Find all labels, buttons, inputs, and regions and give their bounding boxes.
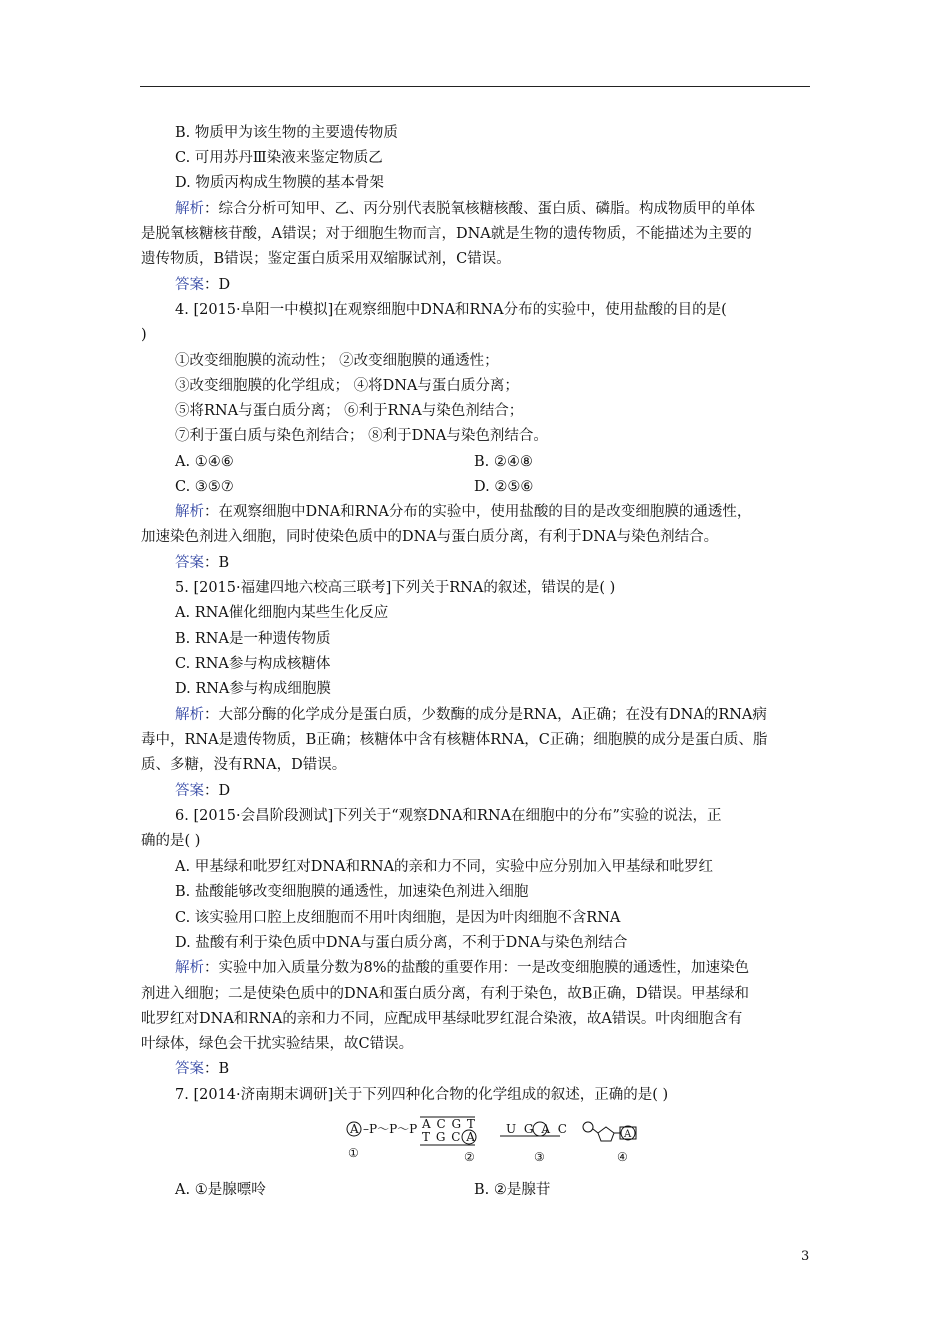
answer-label: 解析 [175, 960, 204, 976]
answer-label: 答案 [175, 783, 204, 799]
page-number: 3 [801, 1249, 810, 1264]
line-text: B. RNA是一种遗传物质 [175, 631, 331, 647]
text-line [141, 527, 718, 547]
text-line [175, 477, 234, 497]
text-line [175, 199, 755, 219]
line-text: 是脱氧核糖核苷酸，A错误；对于细胞生物而言，DNA就是生物的遗传物质，不能描述为主要的 [141, 226, 752, 242]
text-line [141, 1034, 413, 1054]
text-line [175, 123, 398, 143]
header-rule [140, 86, 810, 87]
line-text: ⑤将RNA与蛋白质分离； ⑥利于RNA与染色剂结合； [175, 403, 524, 419]
line-text: ：D [204, 277, 231, 293]
line-text: B. 盐酸能够改变细胞膜的通透性，加速染色剂进入细胞 [175, 884, 529, 900]
line-text: ①改变细胞膜的流动性； ②改变细胞膜的通透性； [175, 353, 499, 369]
text-line [175, 781, 230, 801]
line-text: ：B [204, 1061, 230, 1077]
line-text: D. RNA参与构成细胞膜 [175, 681, 331, 697]
text-line [175, 275, 230, 295]
line-text: 确的是( ) [141, 833, 201, 849]
text-line [175, 908, 620, 928]
text-line [175, 679, 331, 699]
text-line [141, 224, 752, 244]
text-line [175, 300, 727, 320]
option-text: D. ②⑤⑥ [474, 479, 534, 495]
line-text: 吡罗红对DNA和RNA的亲和力不同，应配成甲基绿吡罗红混合染液，故A错误。叶肉细胞含有 [141, 1011, 743, 1027]
line-text: B. 物质甲为该生物的主要遗传物质 [175, 125, 398, 141]
line-text: ) [141, 327, 147, 343]
rna-strand: U G A C [506, 1122, 569, 1136]
line-text: C. ③⑤⑦ [175, 479, 234, 495]
phosphate-circle [583, 1122, 593, 1132]
line-text: C. 可用苏丹Ⅲ染液来鉴定物质乙 [175, 150, 383, 166]
figure-label-2: ② [464, 1150, 475, 1164]
text-line [141, 249, 511, 269]
text-line [175, 578, 615, 598]
line-text: ：综合分析可知甲、乙、丙分别代表脱氧核糖核酸、蛋白质、磷脂。构成物质甲的单体 [204, 201, 755, 217]
line-text: 5. [2015·福建四地六校高三联考]下列关于RNA的叙述，错误的是( ) [175, 580, 616, 596]
line-text: 遗传物质，B错误；鉴定蛋白质采用双缩脲试剂，C错误。 [141, 251, 511, 267]
text-line [175, 553, 229, 573]
line-text: 7. [2014·济南期末调研]关于下列四种化合物的化学组成的叙述，正确的是( ) [175, 1087, 669, 1103]
text-line [175, 806, 721, 826]
text-line [175, 882, 528, 902]
sugar-pentagon [598, 1127, 614, 1141]
text-line [175, 603, 388, 623]
line-text: A. RNA催化细胞内某些生化反应 [175, 605, 389, 621]
line-text: 4. [2015·阜阳一中模拟]在观察细胞中DNA和RNA分布的实验中，使用盐酸的目的是( [175, 302, 727, 318]
text-line [175, 654, 330, 674]
text-line [175, 502, 751, 522]
line-text: ：B [204, 555, 230, 571]
figure-label-3: ③ [534, 1150, 545, 1164]
line-text: C. 该实验用口腔上皮细胞而不用叶肉细胞，是因为叶肉细胞不含RNA [175, 910, 621, 926]
line-text: C. RNA参与构成核糖体 [175, 656, 331, 672]
line-text: D. 盐酸有利于染色质中DNA与蛋白质分离，不利于DNA与染色剂结合 [175, 935, 628, 951]
text-line [141, 1009, 742, 1029]
option-text: B. ②④⑧ [474, 454, 533, 470]
answer-label: 解析 [175, 504, 204, 520]
line-text: 剂进入细胞；二是使染色质中的DNA和蛋白质分离，有利于染色，故B正确，D错误。甲基绿和 [141, 986, 750, 1002]
line-text: ：D [204, 783, 231, 799]
line-text: 质、多糖，没有RNA，D错误。 [141, 757, 347, 773]
text-line [175, 629, 330, 649]
dna-bottom-strand: T G C A [422, 1130, 476, 1144]
text-line [175, 958, 749, 978]
line-text: ：在观察细胞中DNA和RNA分布的实验中，使用盐酸的目的是改变细胞膜的通透性， [204, 504, 752, 520]
text-line [175, 401, 523, 421]
line-text: D. 物质丙构成生物膜的基本骨架 [175, 175, 384, 191]
text-line [141, 730, 767, 750]
nucleotide-base-label: A [624, 1129, 632, 1140]
line-text: 6. [2015·会昌阶段测试]下列关于“观察DNA和RNA在细胞中的分布”实验的说法，正 [175, 808, 722, 824]
line-text: A. ①④⑥ [175, 454, 234, 470]
text-line [141, 984, 749, 1004]
text-line [175, 148, 383, 168]
answer-label: 答案 [175, 555, 204, 571]
text-line [175, 1085, 668, 1105]
answer-label: 答案 [175, 277, 204, 293]
line-text: ：实验中加入质量分数为8%的盐酸的重要作用：一是改变细胞膜的通透性，加速染色 [204, 960, 749, 976]
text-line [141, 325, 147, 345]
text-line [175, 1180, 266, 1200]
atp-base-label: A [350, 1122, 359, 1136]
answer-label: 答案 [175, 1061, 204, 1077]
line-text: ③改变细胞膜的化学组成； ④将DNA与蛋白质分离； [175, 378, 519, 394]
answer-label: 解析 [175, 201, 204, 217]
text-line [175, 173, 384, 193]
figure-label-4: ④ [617, 1150, 628, 1164]
text-line [175, 1059, 229, 1079]
text-line [141, 831, 200, 851]
line-text: A. 甲基绿和吡罗红对DNA和RNA的亲和力不同，实验中应分别加入甲基绿和吡罗红 [175, 859, 714, 875]
text-line [175, 376, 519, 396]
text-line [175, 857, 713, 877]
text-line [175, 705, 767, 725]
atp-phosphate-chain: –P～P～P [363, 1122, 418, 1136]
line-text: 毒中，RNA是遗传物质，B正确；核糖体中含有核糖体RNA，C正确；细胞膜的成分是蛋白质、脂 [141, 732, 768, 748]
answer-label: 解析 [175, 707, 204, 723]
line-text: 加速染色剂进入细胞，同时使染色质中的DNA与蛋白质分离，有利于DNA与染色剂结合。 [141, 529, 719, 545]
line-text: ⑦利于蛋白质与染色剂结合； ⑧利于DNA与染色剂结合。 [175, 428, 548, 444]
dna-top-strand: A C G T [422, 1117, 476, 1131]
option-text: B. ②是腺苷 [474, 1182, 551, 1198]
line-text: 叶绿体，绿色会干扰实验结果，故C错误。 [141, 1036, 414, 1052]
text-line [141, 755, 346, 775]
text-line [175, 351, 499, 371]
line-text: A. ①是腺嘌呤 [175, 1182, 266, 1198]
text-line [175, 933, 627, 953]
compound-figure [340, 1115, 640, 1167]
text-line [175, 426, 548, 446]
text-line [175, 452, 234, 472]
figure-label-1: ① [348, 1146, 359, 1160]
line-text: ：大部分酶的化学成分是蛋白质，少数酶的成分是RNA，A正确；在没有DNA的RNA病 [204, 707, 767, 723]
